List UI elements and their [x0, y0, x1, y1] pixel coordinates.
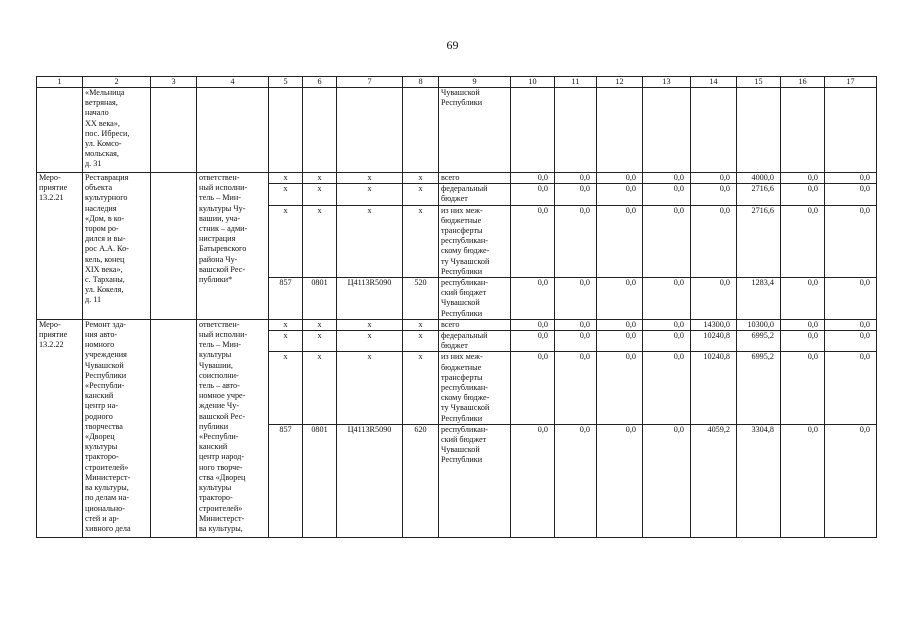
- funding-source-cell: республикан- ский бюджет Чувашской Республики: [439, 278, 511, 320]
- program-table: [36, 76, 877, 538]
- empty-cell: [151, 319, 197, 537]
- value-cell: 0,0: [643, 278, 691, 320]
- table-row: [37, 319, 877, 330]
- measure-id-cell: Меро- приятие 13.2.21: [37, 173, 83, 320]
- value-cell: 0,0: [825, 173, 877, 184]
- value-cell: 0,0: [555, 352, 597, 424]
- measure-id-cell: [37, 88, 83, 173]
- value-cell: 0,0: [597, 331, 643, 352]
- value-cell: [691, 88, 737, 173]
- value-cell: 0,0: [781, 352, 825, 424]
- code-grbs-cell: х: [269, 184, 303, 205]
- value-cell: 0,0: [781, 205, 825, 277]
- funding-source-cell: республикан- ский бюджет Чувашской Республики: [439, 424, 511, 537]
- value-cell: 0,0: [781, 319, 825, 330]
- column-number-row: [37, 77, 877, 88]
- value-cell: 0,0: [691, 205, 737, 277]
- value-cell: 6995,2: [737, 331, 781, 352]
- object-cell: «Мельница ветряная, начало XX века», пос. Ибреси, ул. Комсо- мольская, д. 31: [83, 88, 151, 173]
- column-number-8: 8: [403, 77, 439, 88]
- column-number-10: 10: [511, 77, 555, 88]
- value-cell: 0,0: [691, 173, 737, 184]
- executor-cell: ответствен- ный исполни- тель – Мин- культуры Чувашии, соисполни- тель – авто- номное учре- ждение Чу- вашской Рес- публики «Республи- канский центр народ- ного творче- ства «Дворец культуры тракторо- строителей» Министерст- ва культуры,: [197, 319, 269, 537]
- code-grbs-cell: х: [269, 319, 303, 330]
- value-cell: 0,0: [555, 319, 597, 330]
- value-cell: 0,0: [555, 205, 597, 277]
- value-cell: 0,0: [825, 205, 877, 277]
- code-target-cell: х: [337, 331, 403, 352]
- object-cell: Реставрация объекта культурного наследия «Дом, в ко- тором ро- дился и вы- рос А.А. Ко- кель, конец XIX века», с. Тарханы, ул. Кокеля, д. 11: [83, 173, 151, 320]
- column-number-17: 17: [825, 77, 877, 88]
- column-number-16: 16: [781, 77, 825, 88]
- executor-cell: [197, 88, 269, 173]
- value-cell: 0,0: [555, 331, 597, 352]
- code-section-cell: х: [303, 173, 337, 184]
- value-cell: 0,0: [511, 278, 555, 320]
- funding-source-cell: из них меж- бюджетные трансферты республикан- скому бюдже- ту Чувашской Республики: [439, 205, 511, 277]
- value-cell: 0,0: [825, 424, 877, 537]
- value-cell: 0,0: [825, 184, 877, 205]
- value-cell: 6995,2: [737, 352, 781, 424]
- value-cell: 0,0: [555, 424, 597, 537]
- code-target-cell: х: [337, 205, 403, 277]
- code-cell: [303, 88, 337, 173]
- value-cell: 4000,0: [737, 173, 781, 184]
- code-grbs-cell: х: [269, 205, 303, 277]
- value-cell: 10240,8: [691, 331, 737, 352]
- value-cell: 0,0: [555, 278, 597, 320]
- value-cell: [597, 88, 643, 173]
- code-section-cell: 0801: [303, 424, 337, 537]
- column-number-13: 13: [643, 77, 691, 88]
- code-cell: [403, 88, 439, 173]
- table-row: [37, 173, 877, 184]
- value-cell: [781, 88, 825, 173]
- code-grbs-cell: 857: [269, 278, 303, 320]
- column-number-7: 7: [337, 77, 403, 88]
- code-section-cell: х: [303, 352, 337, 424]
- value-cell: 0,0: [597, 205, 643, 277]
- column-number-11: 11: [555, 77, 597, 88]
- code-section-cell: х: [303, 331, 337, 352]
- value-cell: [825, 88, 877, 173]
- value-cell: 0,0: [643, 205, 691, 277]
- funding-source-cell: федеральный бюджет: [439, 331, 511, 352]
- value-cell: 4059,2: [691, 424, 737, 537]
- value-cell: 3304,8: [737, 424, 781, 537]
- value-cell: 0,0: [643, 184, 691, 205]
- value-cell: 0,0: [643, 352, 691, 424]
- code-section-cell: х: [303, 184, 337, 205]
- value-cell: 14300,0: [691, 319, 737, 330]
- column-number-3: 3: [151, 77, 197, 88]
- column-number-6: 6: [303, 77, 337, 88]
- value-cell: 10240,8: [691, 352, 737, 424]
- value-cell: 0,0: [781, 424, 825, 537]
- code-type-cell: х: [403, 173, 439, 184]
- value-cell: 10300,0: [737, 319, 781, 330]
- value-cell: 0,0: [555, 173, 597, 184]
- code-type-cell: х: [403, 205, 439, 277]
- value-cell: 0,0: [597, 184, 643, 205]
- code-grbs-cell: х: [269, 173, 303, 184]
- funding-source-cell: федеральный бюджет: [439, 184, 511, 205]
- code-target-cell: х: [337, 319, 403, 330]
- code-cell: [269, 88, 303, 173]
- value-cell: 0,0: [781, 173, 825, 184]
- column-number-15: 15: [737, 77, 781, 88]
- column-number-14: 14: [691, 77, 737, 88]
- value-cell: [511, 88, 555, 173]
- code-target-cell: Ц4113R5090: [337, 424, 403, 537]
- code-type-cell: х: [403, 319, 439, 330]
- value-cell: 0,0: [825, 331, 877, 352]
- value-cell: [737, 88, 781, 173]
- empty-cell: [151, 173, 197, 320]
- value-cell: 0,0: [511, 352, 555, 424]
- value-cell: 0,0: [597, 278, 643, 320]
- value-cell: 0,0: [597, 173, 643, 184]
- value-cell: 0,0: [825, 278, 877, 320]
- value-cell: [555, 88, 597, 173]
- code-type-cell: х: [403, 331, 439, 352]
- value-cell: 2716,6: [737, 184, 781, 205]
- value-cell: 0,0: [511, 173, 555, 184]
- value-cell: 0,0: [781, 184, 825, 205]
- column-number-4: 4: [197, 77, 269, 88]
- column-number-9: 9: [439, 77, 511, 88]
- code-type-cell: х: [403, 352, 439, 424]
- value-cell: 0,0: [511, 331, 555, 352]
- code-target-cell: х: [337, 173, 403, 184]
- code-type-cell: 520: [403, 278, 439, 320]
- value-cell: 0,0: [511, 424, 555, 537]
- value-cell: 0,0: [643, 331, 691, 352]
- value-cell: 0,0: [781, 278, 825, 320]
- value-cell: 0,0: [643, 424, 691, 537]
- code-grbs-cell: х: [269, 331, 303, 352]
- funding-source-cell: из них меж- бюджетные трансферты республикан- скому бюдже- ту Чувашской Республики: [439, 352, 511, 424]
- code-cell: [337, 88, 403, 173]
- code-section-cell: х: [303, 205, 337, 277]
- value-cell: 0,0: [691, 184, 737, 205]
- value-cell: 1283,4: [737, 278, 781, 320]
- value-cell: 2716,6: [737, 205, 781, 277]
- code-grbs-cell: 857: [269, 424, 303, 537]
- empty-cell: [151, 88, 197, 173]
- code-section-cell: х: [303, 319, 337, 330]
- measure-id-cell: Меро- приятие 13.2.22: [37, 319, 83, 537]
- value-cell: 0,0: [781, 331, 825, 352]
- executor-cell: ответствен- ный исполни- тель – Мин- культуры Чу- вашии, уча- стник – адми- нистрация Батыревского района Чу- вашской Рес- публики*: [197, 173, 269, 320]
- column-number-5: 5: [269, 77, 303, 88]
- value-cell: 0,0: [597, 352, 643, 424]
- object-cell: Ремонт зда- ния авто- номного учреждения Чувашской Республики «Республи- канский центр на- родного творчества «Дворец культуры тракторо- строителей» Министерст- ва культуры, по делам на- ционально- стей и ар- хивного дела: [83, 319, 151, 537]
- code-type-cell: х: [403, 184, 439, 205]
- value-cell: 0,0: [511, 205, 555, 277]
- code-section-cell: 0801: [303, 278, 337, 320]
- page-number: 69: [446, 38, 459, 52]
- value-cell: 0,0: [597, 319, 643, 330]
- code-target-cell: Ц4113R5090: [337, 278, 403, 320]
- value-cell: 0,0: [555, 184, 597, 205]
- value-cell: 0,0: [825, 319, 877, 330]
- column-number-1: 1: [37, 77, 83, 88]
- column-number-2: 2: [83, 77, 151, 88]
- value-cell: [643, 88, 691, 173]
- table-row: [37, 88, 877, 173]
- value-cell: 0,0: [643, 173, 691, 184]
- value-cell: 0,0: [597, 424, 643, 537]
- source-cell: Чувашской Республики: [439, 88, 511, 173]
- value-cell: 0,0: [825, 352, 877, 424]
- column-number-12: 12: [597, 77, 643, 88]
- value-cell: 0,0: [643, 319, 691, 330]
- code-target-cell: х: [337, 184, 403, 205]
- funding-source-cell: всего: [439, 173, 511, 184]
- code-grbs-cell: х: [269, 352, 303, 424]
- code-type-cell: 620: [403, 424, 439, 537]
- value-cell: 0,0: [691, 278, 737, 320]
- value-cell: 0,0: [511, 319, 555, 330]
- value-cell: 0,0: [511, 184, 555, 205]
- funding-source-cell: всего: [439, 319, 511, 330]
- code-target-cell: х: [337, 352, 403, 424]
